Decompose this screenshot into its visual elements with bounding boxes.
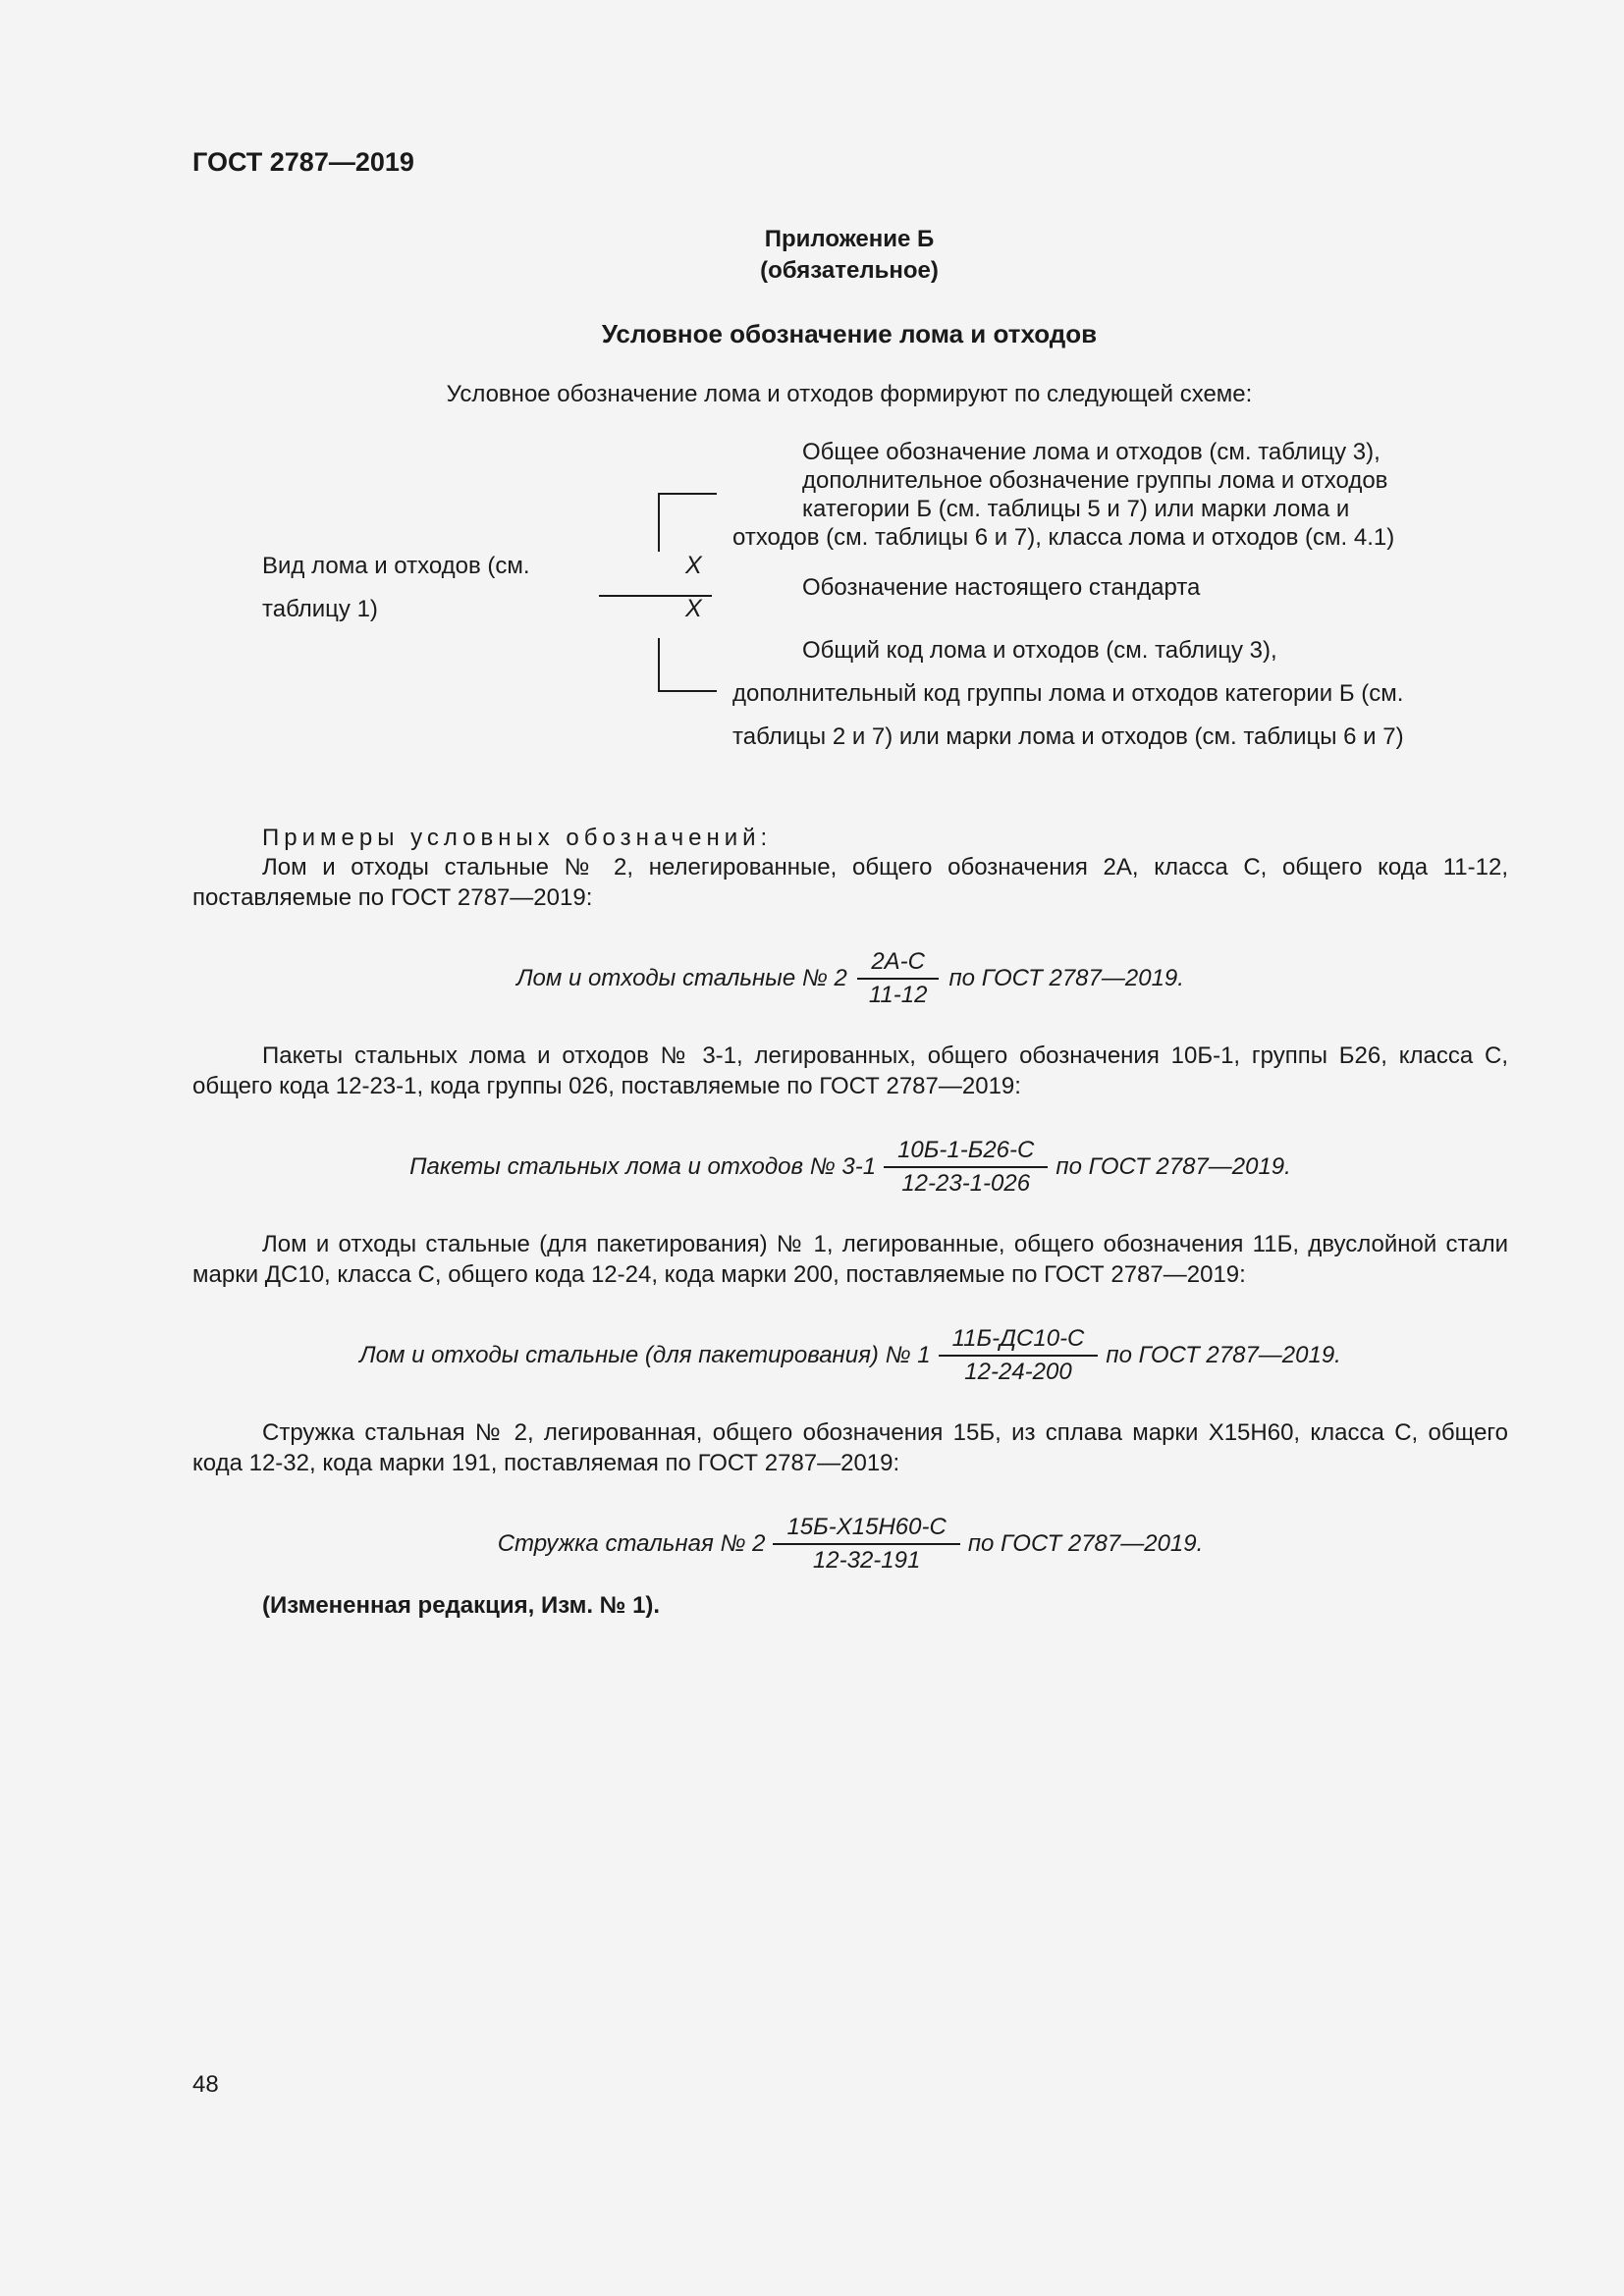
example-text-1: Лом и отходы стальные № 2, нелегированные, общего обозначения 2А, класса С, общего кода 11-12, поставляемые по ГОСТ 2787—2019: bbox=[192, 854, 1508, 911]
scheme-standard-desc: Обозначение настоящего стандарта bbox=[802, 574, 1201, 601]
formula-denominator: 12-32-191 bbox=[812, 1547, 921, 1574]
example-formula-4 bbox=[192, 1514, 1508, 1575]
formula-denominator: 12-23-1-026 bbox=[901, 1170, 1031, 1197]
formula-suffix: по ГОСТ 2787—2019. bbox=[1056, 1153, 1291, 1180]
scheme-bottom-bracket-h bbox=[658, 690, 717, 692]
formula-numerator: 15Б-Х15Н60-С bbox=[773, 1514, 959, 1545]
scheme-x-top: X bbox=[685, 552, 702, 579]
section-title: Условное обозначение лома и отходов bbox=[601, 319, 1098, 348]
formula-numerator: 10Б-1-Б26-С bbox=[884, 1137, 1048, 1168]
formula-prefix: Стружка стальная № 2 bbox=[497, 1530, 766, 1557]
formula-numerator: 2А-С bbox=[857, 948, 939, 980]
scheme-top-desc-4: отходов (см. таблицы 6 и 7), класса лома и отходов (см. 4.1) bbox=[732, 524, 1395, 551]
appendix-subtitle: (обязательное) bbox=[760, 257, 939, 284]
formula-fraction bbox=[855, 948, 942, 1009]
scheme-bottom-bracket-v bbox=[658, 638, 660, 691]
formula-suffix: по ГОСТ 2787—2019. bbox=[948, 965, 1184, 991]
intro-text: Условное обозначение лома и отходов формируют по следующей схеме: bbox=[446, 381, 1253, 407]
example-formula-1 bbox=[192, 948, 1508, 1009]
formula-suffix: по ГОСТ 2787—2019. bbox=[967, 1530, 1204, 1557]
examples-heading: Примеры условных обозначений: bbox=[262, 825, 773, 851]
formula-fraction bbox=[939, 1325, 1099, 1386]
formula-prefix: Пакеты стальных лома и отходов № 3-1 bbox=[409, 1153, 877, 1180]
document-header: ГОСТ 2787—2019 bbox=[192, 147, 414, 177]
scheme-top-desc-3: категории Б (см. таблицы 5 и 7) или марки лома и bbox=[802, 496, 1350, 522]
formula-numerator: 11Б-ДС10-С bbox=[939, 1325, 1099, 1357]
scheme-bottom-desc-1: Общий код лома и отходов (см. таблицу 3), bbox=[802, 637, 1277, 664]
scheme-top-desc-2: дополнительное обозначение группы лома и отходов bbox=[802, 467, 1388, 494]
formula-denominator: 11-12 bbox=[868, 982, 928, 1008]
scheme-top-desc-1: Общее обозначение лома и отходов (см. таблицу 3), bbox=[802, 439, 1380, 465]
formula-denominator: 12-24-200 bbox=[964, 1359, 1072, 1385]
page-number: 48 bbox=[192, 2071, 219, 2098]
scheme-left-label-1: Вид лома и отходов (см. bbox=[262, 553, 530, 579]
formula-prefix: Лом и отходы стальные № 2 bbox=[516, 965, 847, 991]
scheme-bottom-desc-3: таблицы 2 и 7) или марки лома и отходов (см. таблицы 6 и 7) bbox=[732, 723, 1404, 750]
example-formula-2 bbox=[192, 1137, 1508, 1198]
formula-suffix: по ГОСТ 2787—2019. bbox=[1106, 1342, 1341, 1368]
change-note: (Измененная редакция, Изм. № 1). bbox=[262, 1592, 661, 1619]
scheme-top-bracket-v bbox=[658, 493, 660, 552]
scheme-top-bracket-h bbox=[658, 493, 717, 495]
formula-fraction bbox=[884, 1137, 1048, 1198]
scheme-bottom-desc-2: дополнительный код группы лома и отходов категории Б (см. bbox=[732, 680, 1404, 707]
example-text-2: Пакеты стальных лома и отходов № 3-1, легированных, общего обозначения 10Б-1, группы Б26, класса С, общего кода 12-23-1, кода группы 026, поставляемые по ГОСТ 2787—2019: bbox=[192, 1042, 1508, 1099]
example-text-3: Лом и отходы стальные (для пакетирования) № 1, легированные, общего обозначения 11Б, двуслойной стали марки ДС10, класса С, общего кода 12-24, кода марки 200, поставляемые по ГОСТ 2787—2019: bbox=[192, 1231, 1508, 1288]
example-text-4: Стружка стальная № 2, легированная, общего обозначения 15Б, из сплава марки Х15Н60, класса С, общего кода 12-32, кода марки 191, поставляемая по ГОСТ 2787—2019: bbox=[192, 1419, 1508, 1476]
appendix-title: Приложение Б bbox=[764, 226, 935, 252]
example-formula-3 bbox=[192, 1325, 1508, 1386]
formula-fraction bbox=[773, 1514, 959, 1575]
scheme-x-bottom: X bbox=[685, 595, 702, 622]
formula-prefix: Лом и отходы стальные (для пакетирования) № 1 bbox=[359, 1342, 931, 1368]
scheme-left-label-2: таблицу 1) bbox=[262, 596, 378, 622]
